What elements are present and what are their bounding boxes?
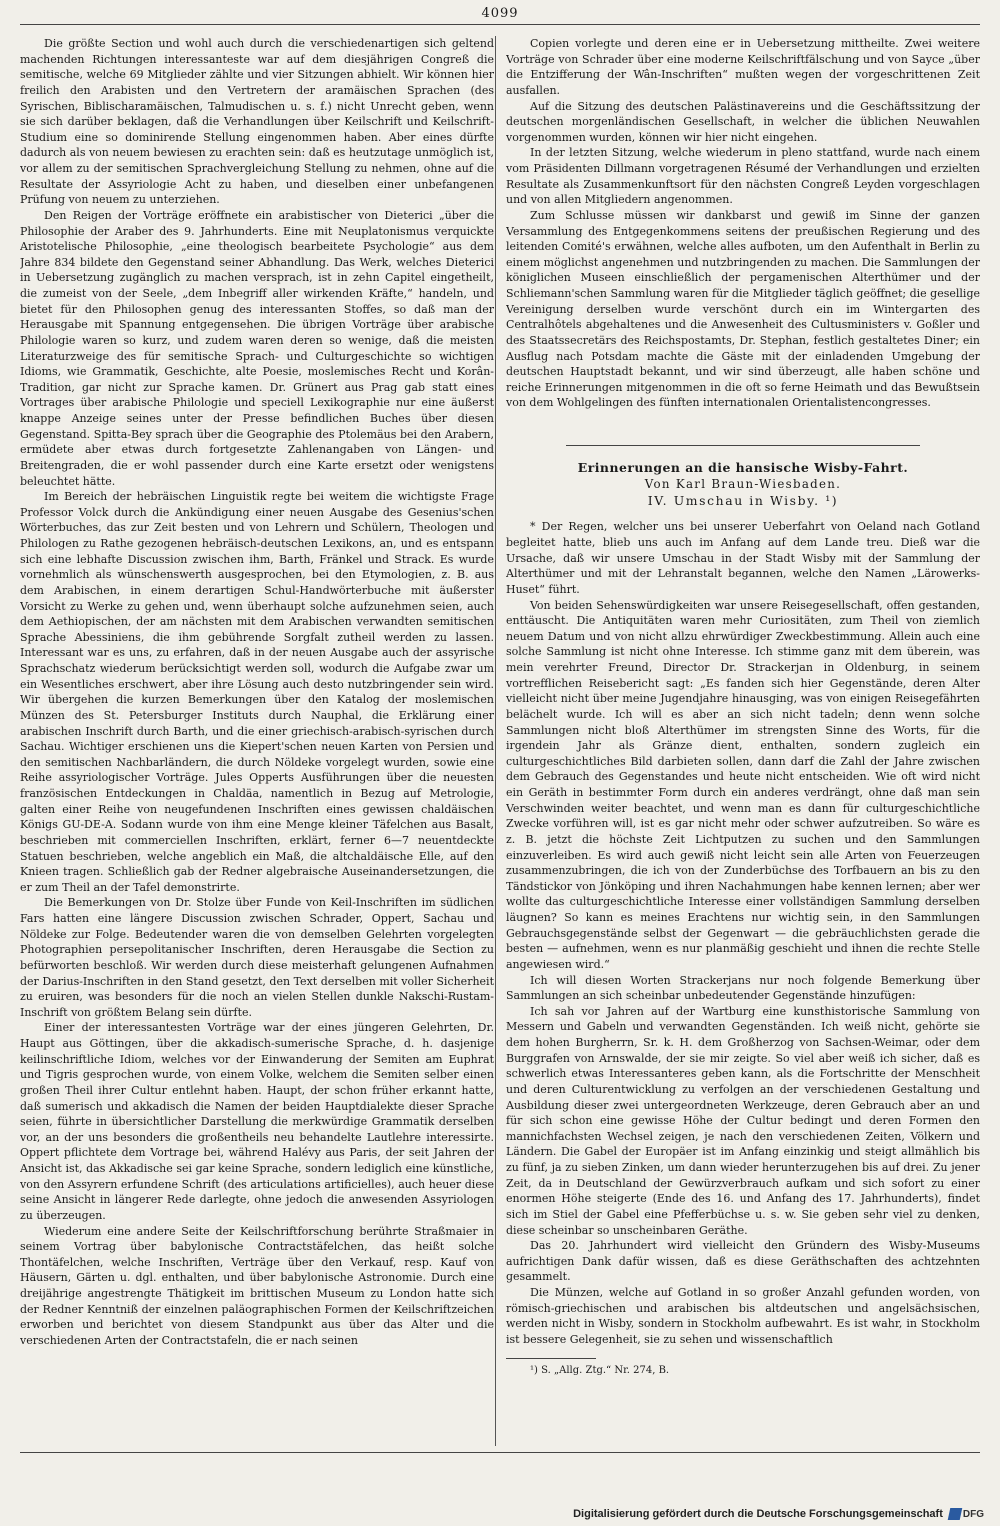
dfg-logo-text: DFG: [962, 1508, 984, 1520]
paragraph: Einer der interessantesten Vorträge war der eines jüngeren Gelehrten, Dr. Haupt aus Göttingen, über die akkadisch-sumerische Sprache, d. h. dasjenige keilinschriftliche Idiom, welches vor der Einwanderung der Semiten am Euphrat und Tigris gesprochen wurde, von einem Volke, welchem die Semiten selber einen großen Theil ihrer Cultur entlehnt haben. Haupt, der schon früher erkannt hatte, daß sumerisch und akkadisch die Namen der beiden Hauptdialekte dieser Sprache seien, führte in übersichtlicher Darstellung die merkwürdige Grammatik derselben vor, an der uns besonders die großentheils neu behandelte Lautlehre interessirte. Oppert pflichtete dem Vortrage bei, während Halévy aus Paris, der seit Jahren der Ansicht ist, das Akkadische sei gar keine Sprache, sondern lediglich eine künstliche, von den Assyrern erfundene Schrift (des articulations artificielles), auch heuer diese seine Ansicht in längerer Rede darlegte, ohne jedoch die anwesenden Assyriologen zu überzeugen.: [20, 1021, 494, 1222]
paragraph: Auf die Sitzung des deutschen Palästinavereins und die Geschäftssitzung der deutschen morgenländischen Gesellschaft, in welcher die üblichen Neuwahlen vorgenommen wurden, können wir hier nicht eingehen.: [506, 99, 980, 144]
paragraph: Zum Schlusse müssen wir dankbarst und gewiß im Sinne der ganzen Versammlung des Entgegenkommens seitens der preußischen Regierung und des leitenden Comité's erwähnen, welche alles aufboten, um den Aufenthalt in Berlin zu einem möglichst angenehmen und nutzbringenden zu machen. Die Sammlungen der königlichen Museen einschließlich der pergamenischen Alterthümer und der Schliemann'schen Sammlung waren für die Mitglieder täglich geöffnet; die gesellige Vereinigung derselben wurde verschönt durch ein im Wintergarten des Centralhôtels abgehaltenes und die Anwesenheit des Cultusministers v. Goßler und des Staatssecretärs des Reichspostamts, Dr. Stephan, festlich gestaltetes Diner; ein Ausflug nach Potsdam machte die Gäste mit der einladenden Umgebung der deutschen Hauptstadt bekannt, und wir sind überzeugt, alle haben schöne und reiche Erinnerungen mitgenommen in die oft so ferne Heimath und das Bewußtsein von dem Wohlgelingen des fünften internationalen Orientalistencongresses.: [506, 208, 980, 410]
paragraph: In der letzten Sitzung, welche wiederum in pleno stattfand, wurde nach einem vom Präsidenten Dillmann vorgetragenen Résumé der Verhandlungen und erzielten Resultate als Zusammenkunftsort für den nächsten Congreß Leyden vorgeschlagen und von allen Mitgliedern angenommen.: [506, 146, 980, 207]
article-subtitle: IV. Umschau in Wisby. ¹): [647, 492, 839, 508]
paragraph: Ich will diesen Worten Strackerjans nur noch folgende Bemerkung über Sammlungen an sich scheinbar unbedeutender Gegenstände hinzufügen:: [506, 973, 980, 1003]
paragraph: Den Reigen der Vorträge eröffnete ein arabistischer von Dieterici „über die Philosophie der Araber des 9. Jahrhunderts. Eine mit Neuplatonismus verquickte Aristotelische Philosophie, „eine theologisch bearbeitete Psychologie“ aus dem Jahre 834 bildete den Gegenstand seiner Abhandlung. Das Werk, welches Dieterici in Uebersetzung zugänglich zu machen versprach, ist in zehn Capitel eingetheilt, die zumeist von der Seele, „dem Inbegriff aller wirkenden Kräfte,“ handeln, und bietet für den Philosophen genug des interessanten Stoffes, so daß man der Herausgabe mit Spannung entgegensehen. Die übrigen Vorträge über arabische Philologie waren so kurz, und zudem waren deren so wenige, daß die meisten Literaturzweige des für semitische Sprach- und Culturgeschichte so wichtigen Idioms, wie Grammatik, Geschichte, alte Poesie, moslemisches Recht und Korân-Tradition, gar nicht zur Sprache kamen. Dr. Grünert aus Prag gab statt eines Vortrages über arabische Philologie und speciell Lexikographie nur eine äußerst knappe Anzeige seines unter der Presse befindlichen Buches über diesen Gegenstand. Spitta-Bey sprach über die Geographie des Ptolemäus bei den Arabern, ermüdete aber etwas durch fortgesetzte Zahlenangaben von Längen- und Breitengraden, die er wohl passender durch eine Karte ersetzt oder wenigstens beleuchtet hätte.: [20, 208, 494, 488]
right-column: [506, 36, 980, 1440]
footer: [573, 1508, 984, 1520]
column-divider: [495, 36, 496, 1446]
paragraph: Ich sah vor Jahren auf der Wartburg eine kunsthistorische Sammlung von Messern und Gabeln und verwandten Gegenständen. Ich weiß nicht, gehörte sie dem hohen Burgherrn, Sr. k. H. dem Großherzog von Sachsen-Weimar, oder dem Burggrafen von Arnswalde, der sie mir zeigte. So viel aber weiß ich sicher, daß es schwerlich etwas Interessanteres geben kann, als die Fortschritte der Menschheit und deren Culturentwicklung zu verfolgen an der verschiedenen Gestaltung und Ausbildung dieser zwei untergeordneten Werkzeuge, deren Gebrauch aber an und für sich schon eine gewisse Höhe der Cultur bedingt und deren Formen den mannichfachsten Wechsel zeigen, je nach den verschiedenen Zeiten, Völkern und Ländern. Die Gabel der Europäer ist im Anfang einzinkig und steigt allmählich bis zu fünf, ja zu sieben Zinken, um dann wieder herunterzugehen bis auf drei. Zu jener Zeit, da in Deutschland der Gewürzverbrauch aufkam und sich sofort zu einer enormen Höhe steigerte (Ende des 16. und Anfang des 17. Jahrhunderts), findet sich im Stiel der Gabel eine Pfefferbüchse u. s. w. Sie geben sehr viel zu denken, diese scheinbar so unscheinbaren Geräthe.: [506, 1004, 980, 1237]
paragraph: * Der Regen, welcher uns bei unserer Ueberfahrt von Oeland nach Gotland begleitet hatte, blieb uns auch im Anfang auf dem Lande treu. Dieß war die Ursache, daß wir unsere Umschau in der Stadt Wisby mit der Sammlung der Alterthümer und mit der Lehranstalt begannen, welche den Namen „Lärowerks-Huset“ führt.: [506, 520, 980, 596]
paragraph: Das 20. Jahrhundert wird vielleicht den Gründern des Wisby-Museums aufrichtigen Dank dafür wissen, daß es diese Geräthschaften des achtzehnten gesammelt.: [506, 1239, 980, 1284]
footnote-rule: [506, 1358, 596, 1359]
paragraph: Copien vorlegte und deren eine er in Uebersetzung mittheilte. Zwei weitere Vorträge von Schrader über eine moderne Keilschriftfälschung und von Sayce „über die Entzifferung der Wân-Inschriften“ mußten wegen der vorgeschrittenen Zeit ausfallen.: [506, 37, 980, 97]
article-author: Von Karl Braun-Wiesbaden.: [644, 476, 842, 491]
footer-rule: [20, 1452, 980, 1453]
section-divider: [566, 445, 920, 446]
dfg-logo-icon: [948, 1508, 963, 1520]
header-rule: [20, 24, 980, 25]
paragraph: Die größte Section und wohl auch durch die verschiedenartigen sich geltend machenden Richtungen interessanteste war auf dem diesjährigen Congreß die semitische, welche 69 Mitglieder zählte und vier Sitzungen abhielt. Wir können hier freilich den Arabisten und den Vertretern der aramäischen Sprachen (des Syrischen, Biblischaramäischen, Talmudischen u. s. f.) nicht Unrecht geben, wenn sie sich darüber beklagen, daß die Verhandlungen über Keilschrift und Keilschrift-Studium eine so dominirende Stellung eingenommen haben. Aber eines dürfte dadurch als von neuem bewiesen zu erachten sein: daß es heutzutage unmöglich ist, vor allem zu der semitischen Sprachvergleichung Stellung zu nehmen, ohne auf die Resultate der Assyriologie Acht zu haben, und dieselben einer unbefangenen Prüfung von neuem zu unterziehen.: [20, 37, 494, 207]
paragraph: Die Bemerkungen von Dr. Stolze über Funde von Keil-Inschriften im südlichen Fars hatten eine längere Discussion zwischen Schrader, Oppert, Sachau und Nöldeke zur Folge. Bedeutender waren die von demselben Gelehrten vorgelegten Photographien persepolitanischer Inschriften, deren Herausgabe die Section zu befürworten beschloß. Wir werden durch diese meisterhaft gelungenen Aufnahmen der Darius-Inschriften in den Stand gesetzt, den Text derselben mit voller Sicherheit zu eruiren, was besonders für die noch an vielen Stellen dunkle Nakschi-Rustam-Inschrift von größtem Belang sein dürfte.: [20, 896, 494, 1019]
footer-text: Digitalisierung gefördert durch die Deutsche Forschungsgemeinschaft: [573, 1508, 943, 1520]
paragraph: Im Bereich der hebräischen Linguistik regte bei weitem die wichtigste Frage Professor Volck durch die Ankündigung einer neuen Ausgabe des Gesenius'schen Wörterbuches, das zur Zeit besten und von Lehrern und Schülern, Theologen und Philologen zu Rathe gezogenen hebräisch-deutschen Lexikons, an, und es entspann sich eine lebhafte Discussion zwischen ihm, Barth, Fränkel und Strack. Es wurde vornehmlich als wünschenswerth ausgesprochen, bei den Etymologien, z. B. aus dem Arabischen, in einem derartigen Schul-Handwörterbuche mit äußerster Vorsicht zu Werke zu gehen und, wenn überhaupt solche aufzunehmen seien, auch dem Aethiopischen, der am nächsten mit dem Arabischen verwandten semitischen Sprache Abessiniens, die ihm gebührende Sorgfalt zutheil werden zu lassen. Interessant war es uns, zu erfahren, daß in der neuen Ausgabe auch der assyrische Sprachschatz wiederum berücksichtigt werden soll, wodurch die Aufgabe zwar um ein Wesentliches erschwert, aber ihre Lösung auch desto nutzbringender sein wird. Wir übergehen die kurzen Bemerkungen über den Katalog der moslemischen Münzen des St. Petersburger Instituts durch Nauphal, die Erklärung einer arabischen Inschrift durch Barth, und die einer griechisch-arabisch-syrischen durch Sachau. Wichtiger erschienen uns die Kiepert'schen neuen Karten von Persien und den semitischen Nachbarländern, die durch Nöldeke vorgelegt wurden, sowie eine Reihe assyriologischer Vorträge. Jules Opperts Ausführungen über die neuesten französischen Entdeckungen in Chaldäa, namentlich in Bezug auf Metrologie, galten einer Reihe von neugefundenen Inschriften eines gewissen chaldäischen Königs GU-DE-A. Sodann wurde von ihm eine Menge kleiner Täfelchen aus Basalt, beschrieben mit commerciellen Inschriften, erklärt, ferner 6—7 neuentdeckte Statuen beschrieben, welche angeblich ein Maß, die altchaldäische Elle, auf den Knieen tragen. Schließlich gab der Redner algebraische Auseinandersetzungen, die er zum Theil an der Tafel demonstrirte.: [20, 490, 494, 894]
page-number: 4099: [481, 6, 519, 21]
paragraph: Von beiden Sehenswürdigkeiten war unsere Reisegesellschaft, offen gestanden, enttäuscht. Die Antiquitäten waren mehr Curiositäten, zum Theil von ziemlich neuem Datum und von nicht allzu ehrwürdiger Zweckbestimmung. Allein auch eine solche Sammlung ist nicht ohne Interesse. Ich stimme ganz mit dem überein, was mein verehrter Freund, Director Dr. Strackerjan in Oldenburg, in seinem vortrefflichen Reisebericht sagt: „Es fanden sich hier Gegenstände, deren Alter vielleicht nicht über meine Jugendjahre hinausging, was von einigen Reisegefährten belächelt wurde. Ich will es aber an sich nicht tadeln; denn wenn solche Sammlungen nicht bloß Alterthümer im strengsten Sinne des Worts, für die irgendein Jahr als Gränze dient, enthalten, sondern zugleich ein culturgeschichtliches Bild darbieten sollen, dann darf die Zahl der Jahre zwischen dem Gebrauch des Gegenstandes und heute nicht entscheiden. Wie oft wird nicht ein Geräth in bestimmter Form durch ein anderes verdrängt, ohne daß man sein Verschwinden weiter beachtet, und wenn man es dann für culturgeschichtliche Zwecke vorführen will, ist es gar nicht mehr oder schwer aufzutreiben. So wäre es z. B. jetzt die höchste Zeit Lichtputzen zu suchen und den Sammlungen einzuverleiben. Es wird auch gewiß nicht leicht sein alle Arten von Feuerzeugen zusammenzubringen, die ich von der Zunderbüchse des Torfbauern an bis zu den Tändstickor von Jönköping und ihren Nachahmungen habe kennen lernen; aber wer wollte das culturgeschichtliche Interesse einer vollständigen Sammlung derselben läugnen? So kann es meines Erachtens nur wichtig sein, in den Sammlungen Gebrauchsgegenstände selbst der Gegenwart — die gebräuchlichsten gerade die besten — aufnehmen, wenn es nur planmäßig geschieht und ihnen die rechte Stelle angewiesen wird.“: [506, 598, 980, 971]
article-title: Erinnerungen an die hansische Wisby-Fahrt.: [577, 460, 909, 475]
left-column: [20, 36, 494, 1440]
footnote: ¹) S. „Allg. Ztg.“ Nr. 274, B.: [530, 1364, 670, 1376]
paragraph: Die Münzen, welche auf Gotland in so großer Anzahl gefunden worden, von römisch-griechischen und arabischen bis altdeutschen und angelsächsischen, werden nicht in Wisby, sondern in Stockholm aufbewahrt. Es ist wahr, in Stockholm ist bessere Gelegenheit, sie zu sehen und wissenschaftlich: [506, 1286, 980, 1346]
paragraph: Wiederum eine andere Seite der Keilschriftforschung berührte Straßmaier in seinem Vortrag über babylonische Contractstäfelchen, das heißt solche Thontäfelchen, welche Inschriften, Verträge über den Verkauf, resp. Kauf von Häusern, Gärten u. dgl. enthalten, und über babylonische Astronomie. Durch eine dreijährige angestrengte Thätigkeit im brittischen Museum zu London hatte sich der Redner Kenntniß der einzelnen paläographischen Formen der Keilschriftzeichen erworben und berichtet von diesem Standpunkt aus über das Alter und die verschiedenen Arten der Contractstafeln, die er nach seinen: [20, 1224, 494, 1347]
dfg-logo: [949, 1508, 984, 1520]
